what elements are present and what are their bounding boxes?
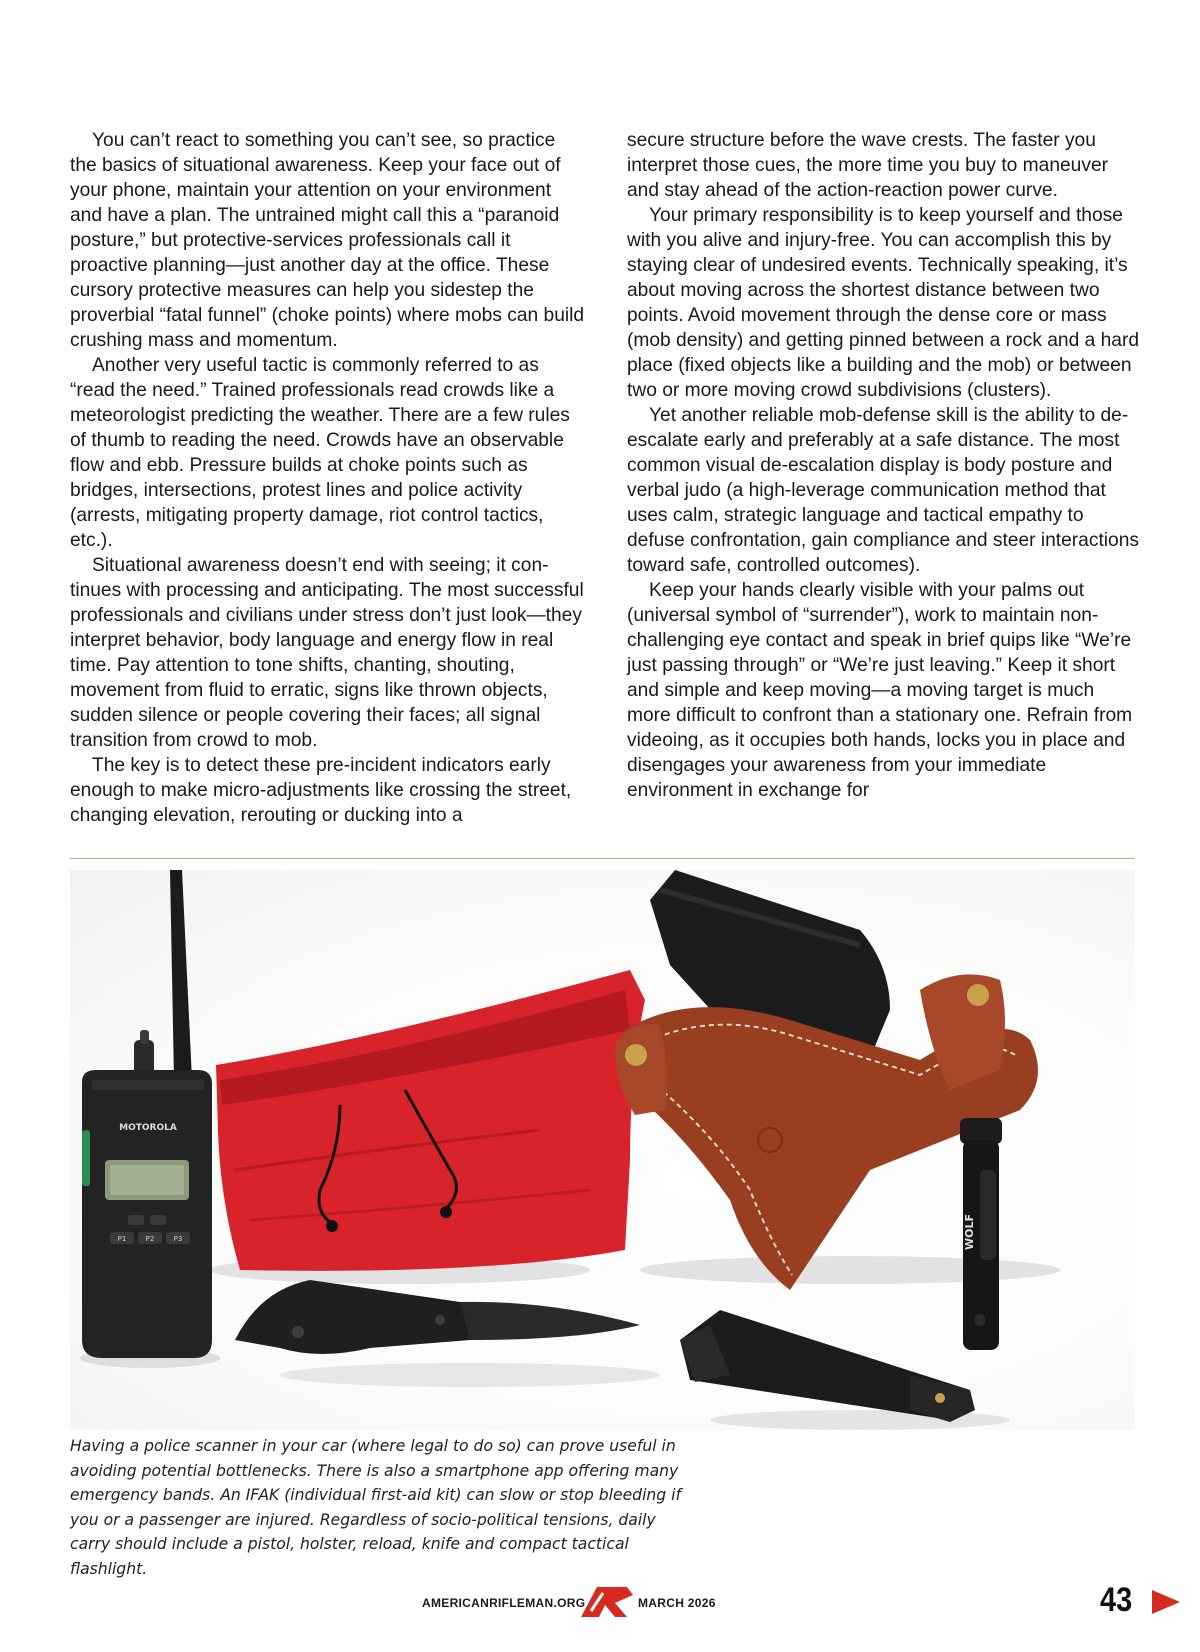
radio-button-label: P3	[173, 1235, 183, 1243]
gear-photo-illustration	[70, 870, 1135, 1430]
radio-icon	[82, 870, 212, 1358]
article-paragraph: Your primary responsibility is to keep yourself and those with you alive and injury-free. You can accomplish this by staying clear of undesired events. Technically speaking, it’s about moving across the shortest distance between two points. Avoid movement through the dense core or mass (mob density) and getting pinned between a rock and a hard place (fixed objects like a building and the mob) or between two or more moving crowd subdivisions (clusters).	[627, 205, 1140, 401]
first-aid-bag-icon	[216, 970, 645, 1271]
american-rifleman-logo-icon	[575, 1581, 635, 1621]
photo-caption: Having a police scanner in your car (where legal to do so) can prove useful in avoiding potential bottlenecks. There is also a smartphone app offering many emergency bands. An IFAK (individual first-aid kit) can slow or stop bleeding if you or a passenger are injured. Regardless of socio-political tensions, daily carry should include a pistol, holster, reload, knife and compact tactical flashlight.	[70, 1437, 681, 1578]
page-footer	[0, 1578, 1200, 1628]
radio-brand-label: MOTOROLA	[119, 1123, 177, 1133]
article-left-column	[70, 128, 585, 828]
next-page-arrow-icon[interactable]	[1152, 1590, 1180, 1614]
radio-button-label: P2	[145, 1235, 155, 1243]
radio-button-label: P1	[117, 1235, 127, 1243]
article-paragraph-continued: secure structure before the wave crests. The faster you interpret those cues, the more time you buy to maneuver and stay ahead of the action-reaction power curve.	[627, 130, 1108, 201]
flashlight-icon	[960, 1118, 1002, 1350]
footer-issue-date: MARCH 2026	[638, 1596, 716, 1610]
page-number: 43	[1100, 1581, 1133, 1619]
gear-photo	[70, 870, 1135, 1430]
knife-icon	[235, 1280, 640, 1354]
article-right-column	[627, 128, 1142, 803]
article-paragraph: Keep your hands clearly visible with your palms out (universal symbol of “surrender”), work to maintain nonchallenging eye contact and speak in brief quips like “We’re just passing through” or “We’re just leaving.” Keep it short and simple and keep moving—a moving target is much more difficult to confront than a stationary one. Refrain from videoing, as it occupies both hands, locks you in place and disengages your awareness from your immediate environment in exchange for	[627, 580, 1133, 801]
article-paragraph: You can’t react to something you can’t see, so practice the basics of situational awareness. Keep your face out of your phone, maintain your attention on your environment and have a plan. The untrained might call this a “paranoid posture,” but protective-services professionals call it proactive planning—just another day at the office. These cursory protective measures can help you sidestep the proverbial “fatal funnel” (choke points) where mobs can build crushing mass and momentum.	[70, 130, 585, 351]
article-paragraph: Situational awareness doesn’t end with seeing; it continues with processing and anticipating. The most successful professionals and civilians under stress don’t just look—they interpret behavior, body language and energy flow in real time. Pay attention to tone shifts, chanting, shouting, movement from fluid to erratic, signs like thrown objects, sudden silence or people covering their faces; all signal transition from crowd to mob.	[70, 555, 584, 751]
section-divider	[70, 858, 1135, 859]
article-paragraph: Another very useful tactic is commonly referred to as “read the need.” Trained professionals read crowds like a meteorologist predicting the weather. There are a few rules of thumb to reading the need. Crowds have an observable flow and ebb. Pressure builds at choke points such as bridges, intersections, protest lines and police activity (arrests, mitigating property damage, riot control tactics, etc.).	[70, 355, 570, 551]
article-paragraph: Yet another reliable mob-defense skill is the ability to de-escalate early and preferably at a safe distance. The most common visual de-escalation display is body posture and verbal judo (a high-leverage communication method that uses calm, strategic language and tactical empathy to defuse confrontation, gain compliance and steer interactions toward safe, controlled outcomes).	[627, 405, 1139, 576]
magazine-pouch-icon	[680, 1310, 975, 1422]
footer-site-name: AMERICANRIFLEMAN.ORG	[422, 1596, 586, 1610]
flashlight-brand-label: WOLF	[963, 1213, 976, 1250]
article-paragraph: The key is to detect these pre-incident indicators early enough to make micro-adjustments like crossing the street, changing elevation, rerouting or ducking into a	[70, 755, 572, 826]
